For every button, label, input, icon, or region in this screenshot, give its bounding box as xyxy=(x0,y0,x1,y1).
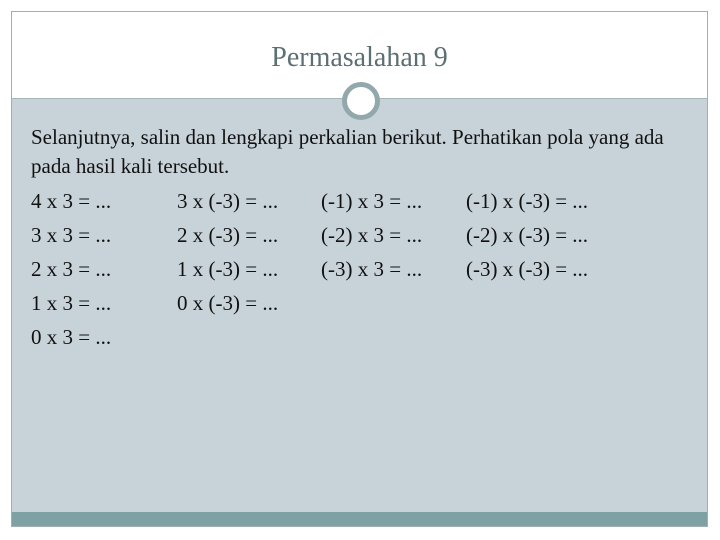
footer-bar xyxy=(12,512,707,526)
grid-cell: 2 x (-3) = ... xyxy=(177,222,279,247)
grid-row xyxy=(31,286,646,320)
grid-cell: (-2) x (-3) = ... xyxy=(466,222,589,247)
grid-cell: (-1) x (-3) = ... xyxy=(466,188,589,213)
grid-cell: 3 x (-3) = ... xyxy=(177,188,279,213)
title-ring-ornament xyxy=(342,82,380,120)
grid-cell: 0 x (-3) = ... xyxy=(177,290,279,315)
grid-cell: 2 x 3 = ... xyxy=(31,256,112,281)
grid-cell: (-3) x (-3) = ... xyxy=(466,256,589,281)
grid-cell: (-2) x 3 = ... xyxy=(321,222,423,247)
grid-row xyxy=(31,320,646,354)
grid-row xyxy=(31,184,646,218)
instruction-text: Selanjutnya, salin dan lengkapi perkalian berikut. Perhatikan pola yang ada pada hasil kali tersebut. xyxy=(31,125,664,178)
grid-row xyxy=(31,252,646,286)
grid-row xyxy=(31,218,646,252)
grid-cell: 3 x 3 = ... xyxy=(31,222,112,247)
grid-cell: (-3) x 3 = ... xyxy=(321,256,423,281)
grid-cell: 1 x (-3) = ... xyxy=(177,256,279,281)
multiplication-grid xyxy=(31,184,646,354)
slide-frame xyxy=(11,11,708,527)
grid-cell: 4 x 3 = ... xyxy=(31,188,112,213)
grid-cell: (-1) x 3 = ... xyxy=(321,188,423,213)
grid-cell: 1 x 3 = ... xyxy=(31,290,112,315)
slide-title: Permasalahan 9 xyxy=(271,42,448,73)
grid-cell: 0 x 3 = ... xyxy=(31,324,112,349)
content-area xyxy=(12,99,707,514)
